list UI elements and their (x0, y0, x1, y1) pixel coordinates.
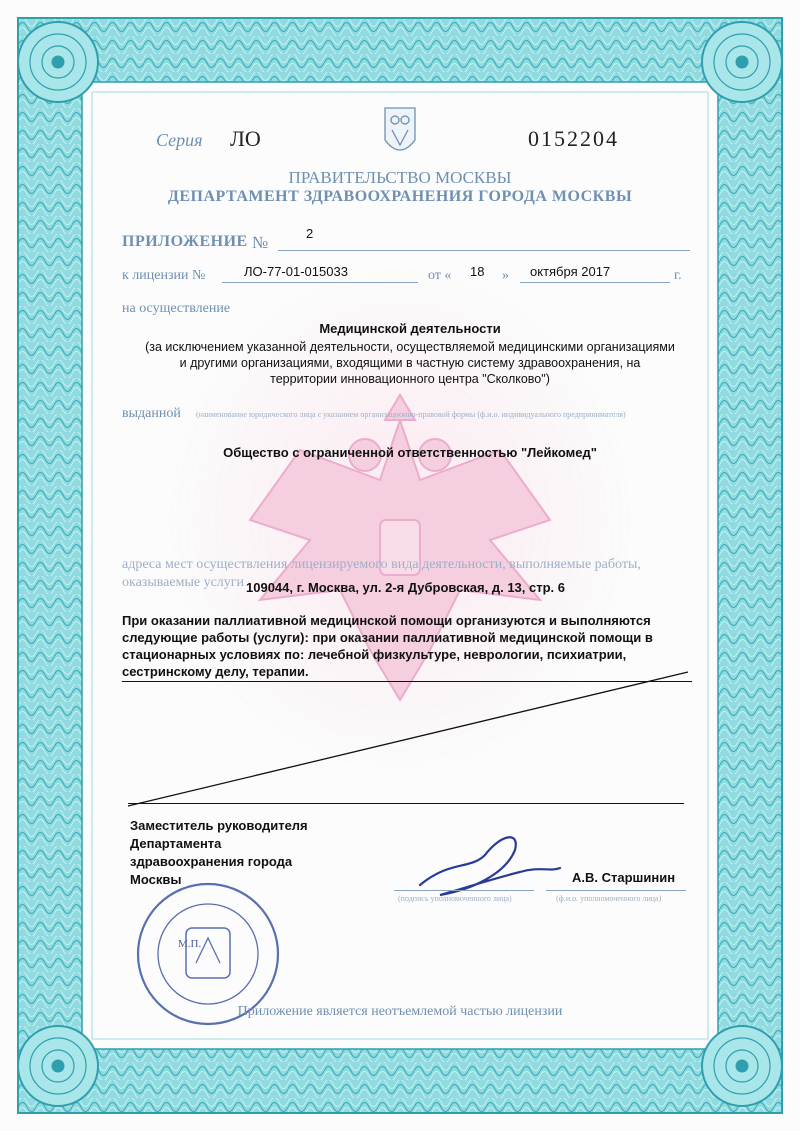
organization-name: Общество с ограниченной ответственностью "Лейкомед" (223, 445, 597, 460)
government-title: ПРАВИТЕЛЬСТВО МОСКВЫ (288, 168, 512, 187)
coat-of-arms-icon (385, 108, 415, 150)
address-label: адреса мест осуществления лицензируемого вида деятельности, выполняемые работы, (122, 557, 641, 572)
position-line: Москвы (130, 872, 182, 887)
activity-title: Медицинской деятельности (319, 321, 501, 336)
activity-line: (за исключением указанной деятельности, осуществляемой медицинскими организациями (145, 340, 675, 354)
services-end-rule (122, 681, 692, 682)
services-text (122, 612, 692, 680)
activity-line: и другими организациями, входящими в частную систему здравоохранения, на (179, 356, 641, 370)
license-number: ЛО-77-01-015033 (244, 264, 348, 279)
license-from: от « (428, 268, 452, 283)
signature-hint: (подпись уполномоченного лица) (398, 894, 512, 903)
activity-line: территории инновационного центра "Сколково") (270, 372, 550, 386)
services-line: сестринскому делу, терапии. (122, 664, 309, 679)
stamp-placeholder: М.П. (178, 938, 202, 950)
license-month-year: октября 2017 (530, 264, 611, 279)
license-year-suffix: г. (674, 268, 682, 283)
footer-note: Приложение является неотъемлемой частью лицензии (237, 1004, 563, 1019)
position-line: Департамента (130, 836, 222, 851)
series-label: Серия (156, 130, 203, 150)
form-number: 0152204 (528, 126, 619, 151)
appendix-number-sign: № (252, 233, 269, 252)
services-line: следующие работы (услуги): при оказании паллиативной медицинской помощи в (122, 630, 653, 645)
address-value: 109044, г. Москва, ул. 2-я Дубровская, д. 13, стр. 6 (246, 580, 566, 595)
appendix-label: ПРИЛОЖЕНИЕ (122, 233, 248, 250)
issued-label: выданной (122, 406, 181, 421)
position-line: здравоохранения города (130, 854, 293, 869)
license-prefix: к лицензии № (122, 268, 206, 283)
eagle-emblem-watermark (160, 260, 640, 780)
license-close-quote: » (502, 268, 509, 283)
corner-rosette-icon (18, 22, 98, 102)
services-line: стационарных условиях по: лечебной физкультуре, неврологии, психиатрии, (122, 647, 627, 662)
issued-hint: (наименование юридического лица с указанием организационно-правовой формы (ф.и.о. индивидуального предпринимателя) (196, 410, 626, 419)
signatory-name: А.В. Старшинин (572, 870, 676, 885)
license-day: 18 (470, 264, 485, 279)
signature-top-rule (128, 803, 684, 804)
services-line: При оказании паллиативной медицинской помощи организуются и выполняются (122, 613, 651, 628)
signature-scribble (420, 837, 560, 895)
name-hint: (ф.и.о. уполномоченного лица) (556, 894, 662, 903)
department-title: ДЕПАРТАМЕНТ ЗДРАВООХРАНЕНИЯ ГОРОДА МОСКВЫ (167, 188, 633, 205)
appendix-number: 2 (306, 226, 314, 241)
address-label-2: оказываемые услуги (122, 575, 245, 590)
position-line: Заместитель руководителя (130, 818, 308, 833)
activity-label: на осуществление (122, 301, 231, 316)
activity-description (100, 339, 720, 387)
series-value: ЛО (230, 126, 261, 151)
